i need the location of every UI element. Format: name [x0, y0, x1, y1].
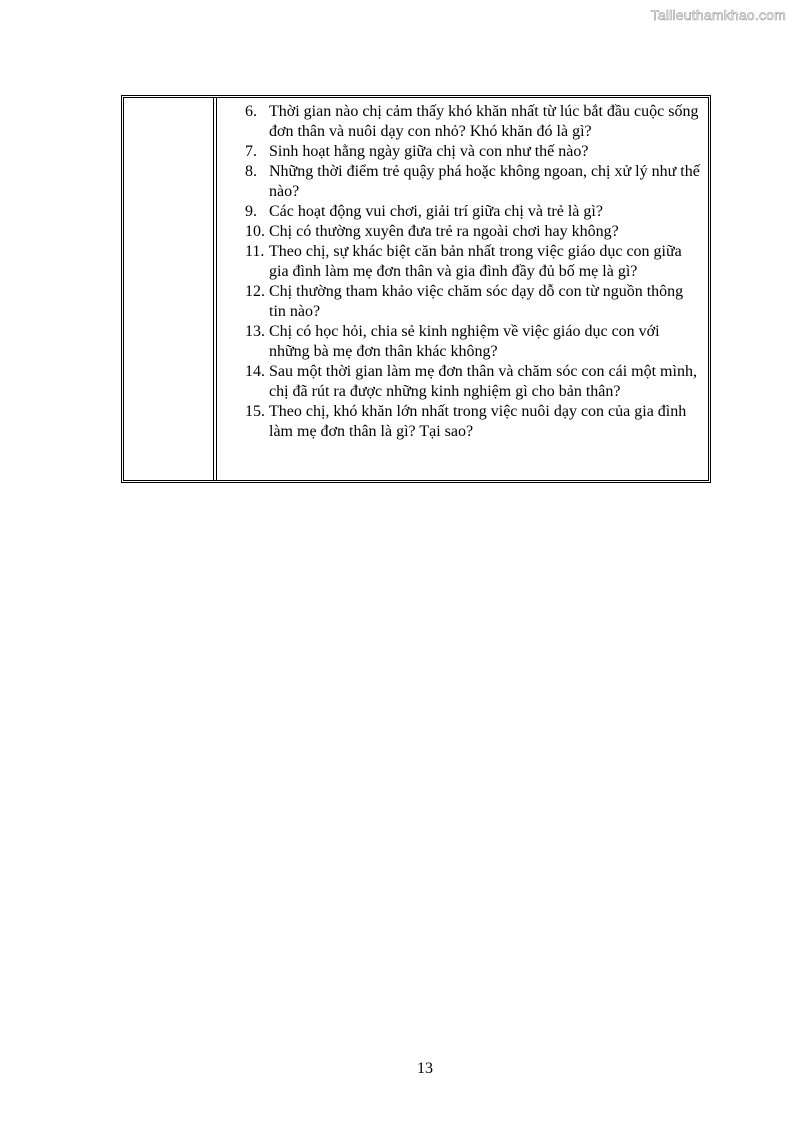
question-list [245, 102, 704, 442]
question-text: Chị thường tham khảo việc chăm sóc dạy dỗ con từ nguồn thông tin nào? [269, 283, 684, 320]
question-table [121, 95, 711, 483]
question-text: Chị có học hỏi, chia sẻ kinh nghiệm về việc giáo dục con với những bà mẹ đơn thân khác không? [269, 323, 660, 360]
question-item [245, 102, 704, 142]
table-right-cell [217, 98, 708, 480]
question-number: 13. [245, 323, 265, 340]
question-text: Theo chị, khó khăn lớn nhất trong việc nuôi dạy con của gia đình làm mẹ đơn thân là gì? Tại sao? [269, 403, 687, 440]
table-left-cell [124, 98, 217, 480]
question-number: 7. [245, 143, 257, 160]
question-item [245, 362, 704, 402]
question-item [245, 202, 704, 222]
question-item [245, 222, 704, 242]
question-item [245, 322, 704, 362]
question-item [245, 402, 704, 442]
question-number: 9. [245, 203, 257, 220]
question-number: 10. [245, 223, 265, 240]
question-text: Theo chị, sự khác biệt căn bản nhất trong việc giáo dục con giữa gia đình làm mẹ đơn thân và gia đình đầy đủ bố mẹ là gì? [269, 243, 682, 280]
question-number: 6. [245, 103, 257, 120]
question-text: Sau một thời gian làm mẹ đơn thân và chăm sóc con cái một mình, chị đã rút ra được những kinh nghiệm gì cho bản thân? [269, 363, 697, 400]
question-text: Chị có thường xuyên đưa trẻ ra ngoài chơi hay không? [269, 223, 619, 240]
question-number: 15. [245, 403, 265, 420]
question-number: 11. [245, 243, 265, 260]
question-text: Các hoạt động vui chơi, giải trí giữa chị và trẻ là gì? [269, 203, 603, 220]
question-text: Những thời điểm trẻ quậy phá hoặc không ngoan, chị xử lý như thế nào? [269, 163, 700, 200]
question-item [245, 162, 704, 202]
question-item [245, 242, 704, 282]
question-item [245, 282, 704, 322]
question-number: 8. [245, 163, 257, 180]
watermark-text: Tailieuthamkhao.com [650, 7, 786, 23]
question-text: Thời gian nào chị cảm thấy khó khăn nhất từ lúc bắt đầu cuộc sống đơn thân và nuôi dạy con nhỏ? Khó khăn đó là gì? [269, 103, 699, 140]
question-text: Sinh hoạt hằng ngày giữa chị và con như thế nào? [269, 143, 589, 160]
question-number: 12. [245, 283, 265, 300]
question-item [245, 142, 704, 162]
page-number: 13 [417, 1060, 433, 1077]
question-number: 14. [245, 363, 265, 380]
